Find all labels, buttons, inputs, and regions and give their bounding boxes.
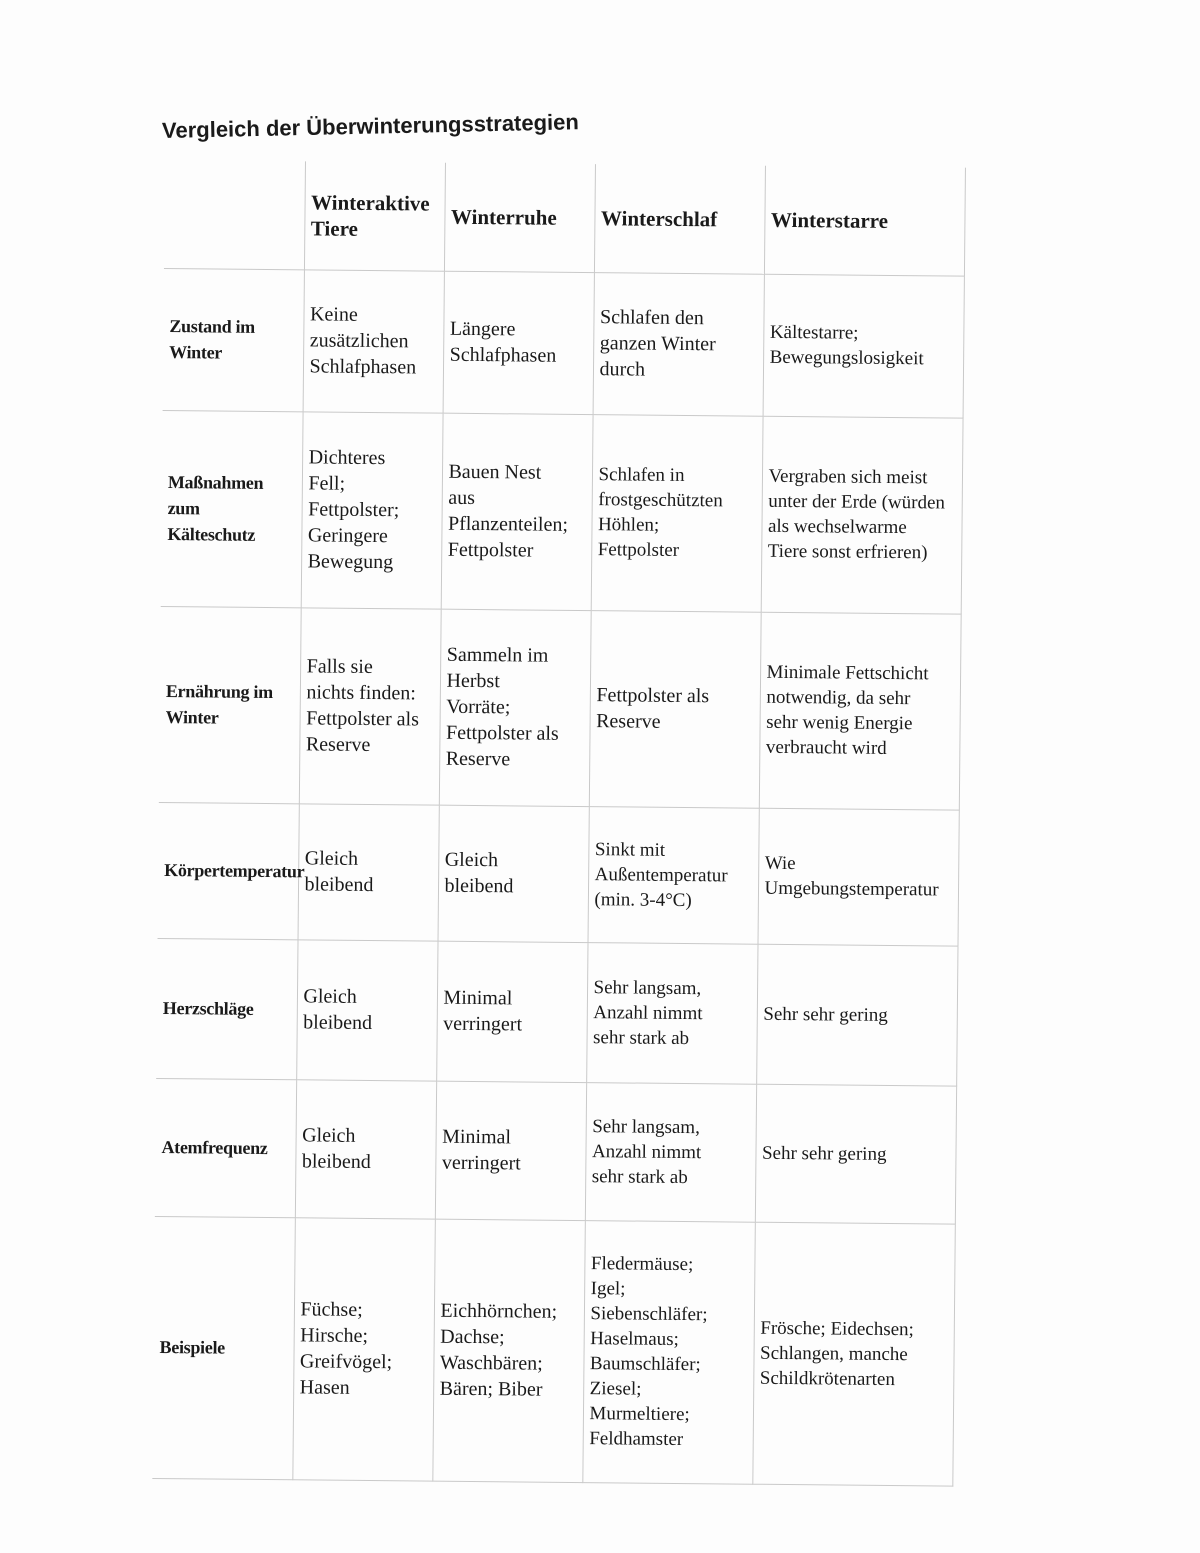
table-cell: Minimal verringert [435,1081,586,1220]
table-row [156,938,957,1086]
table-row [158,802,959,946]
column-header-winteraktive-tiere: Winteraktive Tiere [304,161,445,270]
comparison-table [152,160,965,1486]
table-cell: Sehr sehr gering [755,1084,956,1224]
table-cell: Gleich bleibend [298,803,439,940]
table-cell: Schlafen den ganzen Winter durch [593,272,764,416]
table-cell: Minimal verringert [436,941,587,1082]
row-header: Atemfrequenz [155,1078,296,1217]
table-cell: Kältestarre; Bewegungslosigkeit [763,274,964,418]
table-cell: Eichhörnchen; Dachse; Waschbären; Bären; Biber [432,1219,585,1482]
column-header-winterschlaf: Winterschlaf [594,164,765,274]
row-header: Maßnahmen zum Kälteschutz [161,410,303,607]
table-cell: Füchse; Hirsche; Greifvögel; Hasen [292,1217,435,1480]
table-cell: Frösche; Eidechsen; Schlangen, manche Schildkrötenarten [752,1222,955,1486]
table-cell: Falls sie nichts finden: Fettpolster als Reserve [299,607,441,804]
table-cell: Fettpolster als Reserve [589,610,761,808]
table-cell: Sehr langsam, Anzahl nimmt sehr stark ab [586,942,757,1084]
column-header-winterstarre: Winterstarre [764,166,965,276]
table-cell: Vergraben sich meist unter der Erde (würden als wechselwarme Tiere sonst erfrieren) [761,416,963,614]
table-cell: Gleich bleibend [295,1079,436,1218]
table-cell: Sehr langsam, Anzahl nimmt sehr stark ab [585,1082,756,1222]
row-header: Ernährung im Winter [159,606,301,803]
table-cell: Schlafen in frostgeschützten Höhlen; Fettpolster [591,414,763,612]
row-header: Körpertemperatur [158,802,299,939]
table-cell: Keine zusätzlichen Schlafphasen [303,269,444,412]
table-row [152,1216,954,1486]
row-header: Herzschläge [156,938,297,1079]
table-row [163,268,964,418]
document-title: Vergleich der Überwinterungsstrategien [161,109,580,143]
table-cell: Sammeln im Herbst Vorräte; Fettpolster als Reserve [439,609,591,806]
table-row [161,410,963,614]
column-header-winterruhe: Winterruhe [444,163,595,272]
table-row [155,1078,956,1224]
row-header: Beispiele [152,1216,295,1479]
table-cell: Dichteres Fell; Fettpolster; Geringere Bewegung [301,411,443,608]
table-cell: Wie Umgebungstemperatur [758,808,959,946]
table-row [159,606,961,810]
table-cell: Bauen Nest aus Pflanzenteilen; Fettpolster [441,413,593,610]
table-cell: Minimale Fettschicht notwendig, da sehr sehr wenig Energie verbraucht wird [759,612,961,810]
table-cell: Fledermäuse; Igel; Siebenschläfer; Haselmaus; Baumschläfer; Ziesel; Murmeltiere; Feldhamster [582,1220,755,1484]
table-cell: Sehr sehr gering [756,944,957,1086]
table-cell: Gleich bleibend [296,939,437,1080]
table-cell: Längere Schlafphasen [443,271,594,414]
table-header-row [164,160,965,276]
row-header: Zustand im Winter [163,268,304,411]
table-cell: Sinkt mit Außentemperatur (min. 3-4°C) [588,806,759,944]
comparison-table-wrapper [152,160,965,1486]
table-corner-cell [164,160,305,269]
table-cell: Gleich bleibend [438,805,589,942]
